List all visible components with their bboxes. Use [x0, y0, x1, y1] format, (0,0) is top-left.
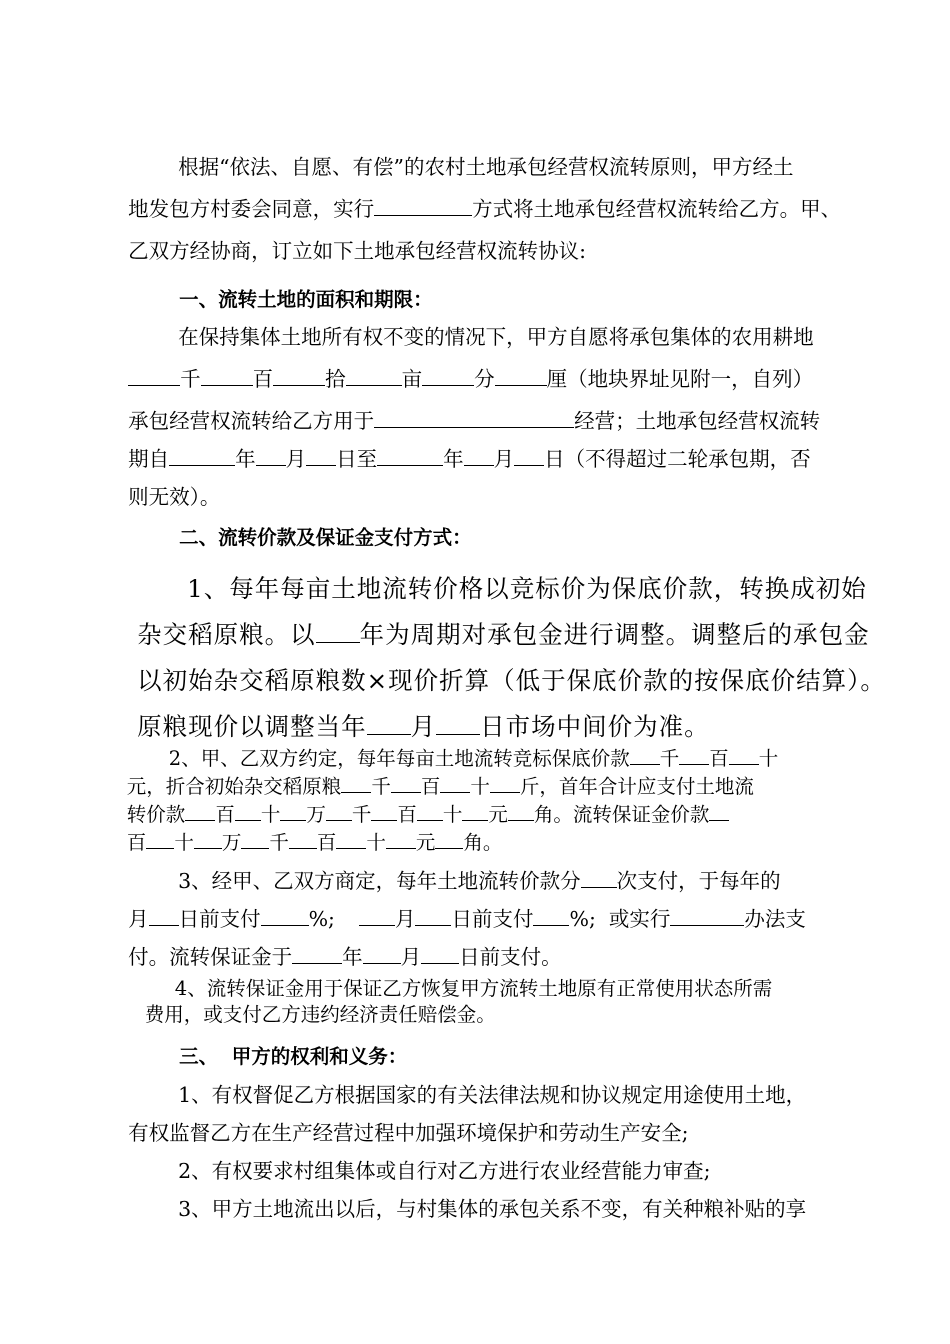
s2-p1-line-3: 以初始杂交稻原粮数×现价折算（低于保底价款的按保底价结算）。	[137, 666, 886, 695]
s1-line-1: 在保持集体土地所有权不变的情况下，甲方自愿将承包集体的农用耕地	[178, 325, 814, 349]
section-1-heading: 一、流转土地的面积和期限：	[179, 288, 433, 311]
blank-field[interactable]	[306, 445, 336, 466]
s3-item-3: 3、甲方土地流出以后，与村集体的承包关系不变，有关种粮补贴的享	[178, 1197, 807, 1221]
s2-p4-line-1: 4、流转保证金用于保证乙方恢复甲方流转土地原有正常使用状态所需	[174, 977, 773, 1000]
s2-p2-line-4: 百 十 万 千 百 十 元 角。	[102, 802, 502, 882]
s2-p4-line-2: 费用，或支付乙方违约经济责任赔偿金。	[144, 1003, 496, 1026]
blank-field[interactable]	[256, 445, 286, 466]
blank-field[interactable]	[514, 445, 544, 466]
s3-item-2: 2、有权要求村组集体或自行对乙方进行农业经营能力审查;	[178, 1159, 711, 1183]
blank-field[interactable]	[709, 800, 729, 821]
s1-line-2: 千 百 拾 亩 分 厘（地块界址见附一，自列）	[102, 334, 813, 424]
s2-p3-line-1: 3、经甲、乙双方商定，每年土地流转价款分 次支付，于每年的	[178, 869, 781, 893]
blank-field[interactable]	[377, 445, 443, 466]
blank-field[interactable]	[670, 905, 744, 926]
section-2-heading: 二、流转价款及保证金支付方式：	[179, 526, 472, 549]
blank-field[interactable]	[508, 800, 534, 821]
s2-p2-line-3: 转价款 百 十 万 千 百 十 元 角。流转保证金价款	[102, 774, 729, 854]
section-3-heading: 三、 甲方的权利和义务：	[179, 1045, 408, 1068]
intro-line-2: 地发包方村委会同意，实行 方式将土地承包经营权流转给乙方。甲、	[128, 197, 842, 221]
s3-item-1-line-1: 1、有权督促乙方根据国家的有关法律法规和协议规定用途使用土地，	[178, 1083, 807, 1107]
s2-p3-line-2: 月 日前支付 %; 月 日前支付 %; 或实行 办法支	[128, 907, 806, 931]
s1-line-5: 则无效）。	[128, 485, 221, 509]
s1-line-3: 承包经营权流转给乙方用于 经营；土地承包经营权流转	[128, 409, 821, 433]
s1-line-4: 期自 年 月 日至 年 月 日（不得超过二轮承包期，否	[128, 447, 811, 471]
s2-p1-line-4: 原粮现价以调整当年 月 日市场中间价为准。	[137, 712, 710, 741]
s2-p2-line-2: 元，折合初始杂交稻原粮 千 百 十 斤，首年合计应支付土地流	[102, 746, 754, 826]
s2-p2-line-1: 2、甲、乙双方约定，每年每亩土地流转竞标保底价款 千 百 十	[144, 718, 778, 798]
intro-line-3: 乙双方经协商，订立如下土地承包经营权流转协议:	[128, 239, 586, 263]
intro-line-1: 根据“依法、自愿、有偿”的农村土地承包经营权流转原则，甲方经土	[178, 155, 794, 179]
s2-p1-line-2: 杂交稻原粮。以 年为周期对承包金进行调整。调整后的承包金	[137, 620, 870, 649]
s2-p3-line-3: 付。流转保证金于 年 月 日前支付。	[128, 945, 562, 969]
s2-p1-line-1: 1、每年每亩土地流转价格以竞标价为保底价款，转换成初始	[187, 574, 867, 603]
blank-field[interactable]	[464, 445, 494, 466]
s3-item-1-line-2: 有权监督乙方在生产经营过程中加强环境保护和劳动生产安全;	[128, 1121, 689, 1145]
